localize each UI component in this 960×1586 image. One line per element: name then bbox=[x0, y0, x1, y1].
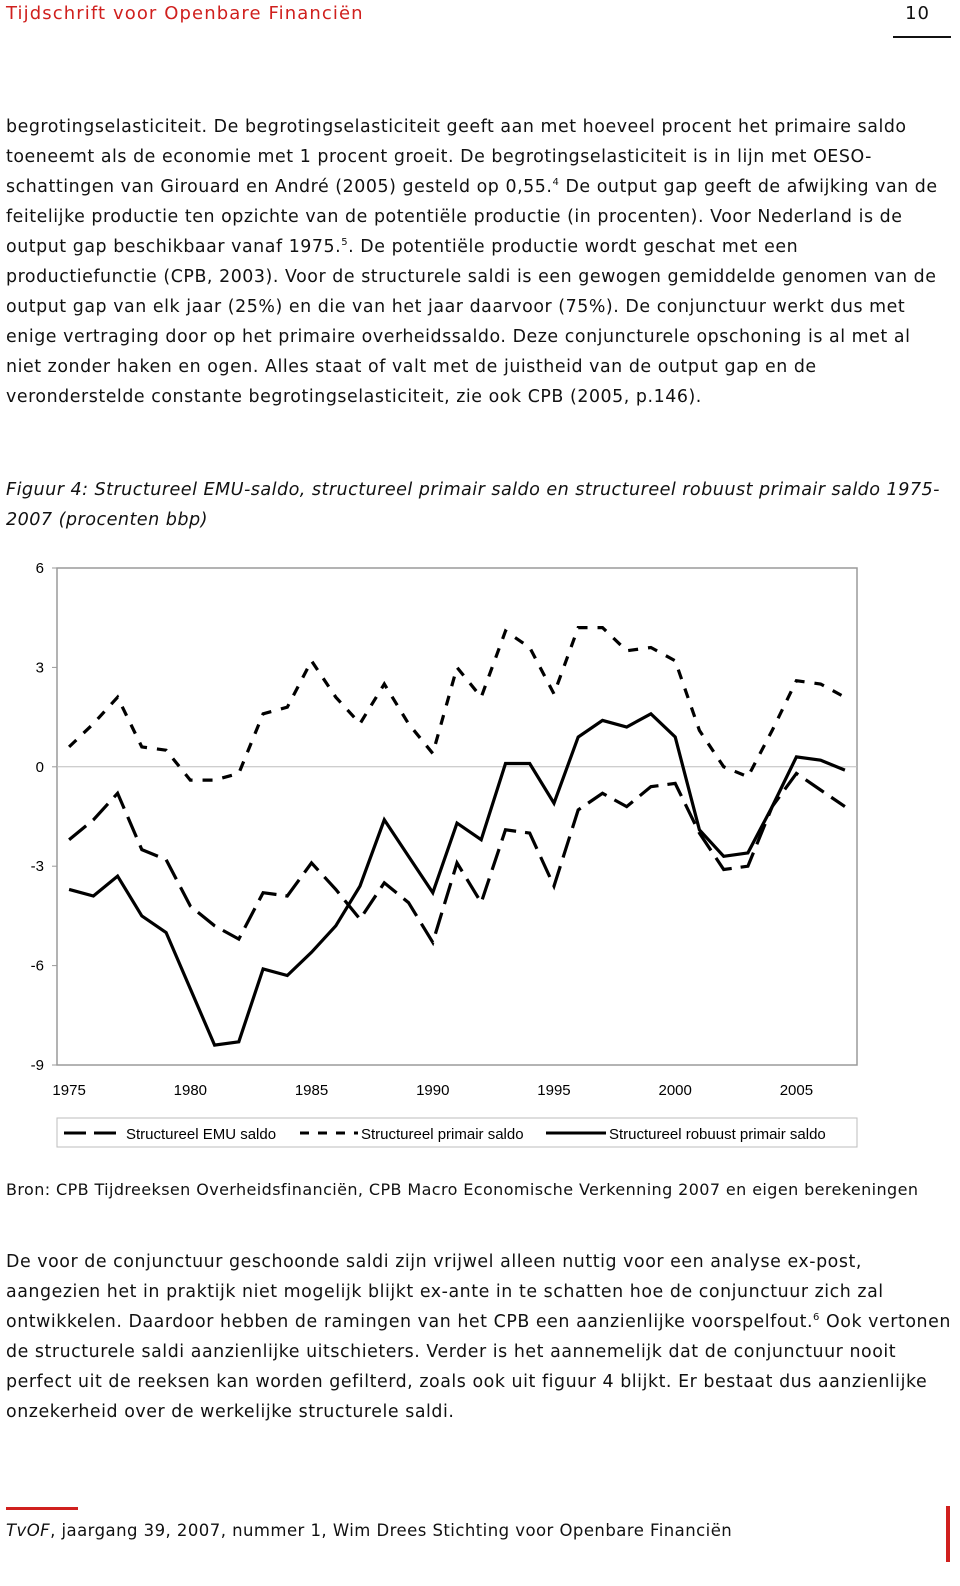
legend-label-primair: Structureel primair saldo bbox=[361, 1126, 524, 1143]
y-axis-ticks bbox=[31, 560, 57, 1074]
footer-journal-abbrev: TvOF bbox=[6, 1521, 51, 1540]
footnote-ref-6[interactable]: 6 bbox=[813, 1312, 820, 1323]
x-tick-label: 1990 bbox=[416, 1082, 450, 1099]
x-tick-label: 2000 bbox=[658, 1082, 692, 1099]
x-tick-label: 2005 bbox=[779, 1082, 814, 1099]
paragraph-1-text-a: begrotingselasticiteit. De begrotingselasticiteit geeft aan met hoeveel procent het primaire saldo toeneemt als de economie met 1 procent groeit. De begrotingselasticiteit is in lijn met OESO-schattingen van Girouard en André (2005) gesteld op 0,55. bbox=[6, 117, 907, 197]
y-tick-label: 3 bbox=[35, 659, 44, 677]
x-tick-label: 1985 bbox=[294, 1082, 329, 1099]
legend-label-robuust: Structureel robuust primair saldo bbox=[609, 1126, 826, 1143]
legend bbox=[57, 1118, 857, 1147]
figure-caption: Figuur 4: Structureel EMU-saldo, structureel primair saldo en structureel robuust primair saldo 1975-2007 (procenten bbp) bbox=[6, 480, 940, 530]
body-paragraph-2 bbox=[6, 1247, 952, 1427]
y-tick-label: -3 bbox=[30, 858, 44, 876]
footnote-ref-5[interactable]: 5 bbox=[341, 237, 349, 248]
footer-side-bar bbox=[946, 1506, 950, 1562]
x-tick-label: 1975 bbox=[52, 1082, 86, 1099]
footnote-ref-4[interactable]: 4 bbox=[552, 177, 560, 188]
header-rule bbox=[893, 36, 951, 38]
figure-source-note: Bron: CPB Tijdreeksen Overheidsfinanciën, CPB Macro Economische Verkenning 2007 en eigen berekeningen bbox=[6, 1180, 919, 1199]
line-chart bbox=[0, 548, 960, 1160]
body-paragraph-1 bbox=[6, 112, 952, 412]
x-tick-label: 1980 bbox=[173, 1082, 208, 1099]
journal-header-title: Tijdschrift voor Openbare Financiën bbox=[6, 3, 364, 24]
page-number: 10 bbox=[905, 3, 930, 24]
plot-area bbox=[57, 568, 857, 1065]
footer-citation bbox=[6, 1521, 732, 1540]
paragraph-1-text-c: . De potentiële productie wordt geschat met een productiefunctie (CPB, 2003). Voor de structurele saldi is een gewogen gemiddelde genomen van de output gap van elk jaar (25%) en die van het jaar daarvoor (75%). De conjunctuur werkt dus met enige vertraging door op het primaire overheidssaldo. Deze conjuncturele opschoning is al met al niet zonder haken en ogen. Alles staat of valt met de juistheid van de output gap en de veronderstelde constante begrotingselasticiteit, zie ook CPB (2005, p.146). bbox=[6, 237, 937, 407]
x-axis-ticks bbox=[52, 1082, 813, 1099]
paragraph-2-text-b: Ook vertonen de structurele saldi aanzienlijke uitschieters. Verder is het aannemelijk dat de conjunctuur nooit perfect uit de reeksen kan worden gefilterd, zoals ook uit figuur 4 blijkt. Er bestaat dus aanzienlijke onzekerheid over de werkelijke structurele saldi. bbox=[6, 1312, 951, 1422]
x-tick-label: 1995 bbox=[537, 1082, 571, 1099]
paragraph-2-text-a: De voor de conjunctuur geschoonde saldi zijn vrijwel alleen nuttig voor een analyse ex-post, aangezien het in praktijk niet mogelijk blijkt ex-ante in te schatten hoe de conjunctuur zich zal ontwikkelen. Daardoor hebben de ramingen van het CPB een aanzienlijke voorspelfout. bbox=[6, 1252, 884, 1332]
footer-rule bbox=[6, 1507, 78, 1510]
footer-citation-text: , jaargang 39, 2007, nummer 1, Wim Drees Stichting voor Openbare Financiën bbox=[50, 1521, 733, 1540]
y-tick-label: -6 bbox=[30, 957, 44, 975]
y-tick-label: 6 bbox=[35, 560, 44, 577]
y-tick-label: -9 bbox=[30, 1057, 44, 1074]
paragraph-1-text-b: De output gap geeft de afwijking van de feitelijke productie ten opzichte van de potentiële productie (in procenten). Voor Nederland is de output gap beschikbaar vanaf 1975. bbox=[6, 177, 938, 257]
legend-label-emu: Structureel EMU saldo bbox=[126, 1126, 277, 1143]
y-tick-label: 0 bbox=[35, 758, 44, 776]
